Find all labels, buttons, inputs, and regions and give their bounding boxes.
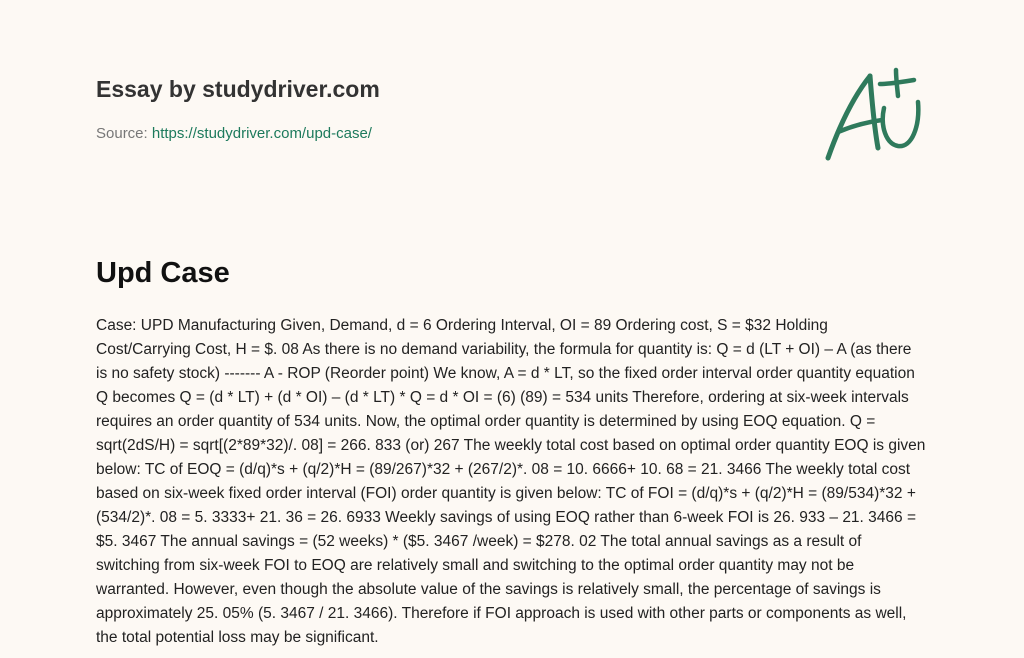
essay-header — [96, 74, 796, 144]
essay-title: Upd Case — [96, 257, 230, 289]
source-link[interactable]: https://studydriver.com/upd-case/ — [151, 125, 372, 142]
source-line — [96, 124, 796, 144]
source-label: Source: — [96, 125, 152, 142]
essay-by-heading: Essay by studydriver.com — [96, 76, 380, 102]
essay-body: Case: UPD Manufacturing Given, Demand, d = 6 Ordering Interval, OI = 89 Ordering cost, S = $32 Holding Cost/Carrying Cost, H = $. 08 As there is no demand variability, the formula for quantity is: Q = d (LT + OI) – A (as there is no safety stock) ------- A - ROP (Reorder point) We know, A = d * LT, so the fixed order interval order quantity equation Q becomes Q = (d * LT) + (d * OI) – (d * LT) * Q = d * OI = (6) (89) = 534 units Therefore, ordering at six-week intervals requires an order quantity of 534 units. Now, the optimal order quantity is determined by using EOQ equation. Q = sqrt(2dS/H) = sqrt[(2*89*32)/. 08] = 266. 833 (or) 267 The weekly total cost based on optimal order quantity EOQ is given below: TC of EOQ = (d/q)*s + (q/2)*H = (89/267)*32 + (267/2)*. 08 = 10. 6666+ 10. 68 = 21. 3466 The weekly total cost based on six-week fixed order interval (FOI) order quantity is given below: TC of FOI = (d/q)*s + (q/2)*H = (89/534)*32 + (534/2)*. 08 = 5. 3333+ 21. 36 = 26. 6933 Weekly savings of using EOQ rather than 6-week FOI is 26. 933 – 21. 3466 = $5. 3467 The annual savings = (52 weeks) * ($5. 3467 /week) = $278. 02 The total annual savings as a result of switching from six-week FOI to EOQ are relatively small and switching to the optimal order quantity may not be warranted. However, even though the absolute value of the savings is relatively small, the percentage of savings is approximately 25. 05% (5. 3467 / 21. 3466). Therefore if FOI approach is used with other parts or components as well, the total potential loss may be significant. — [96, 317, 926, 646]
a-plus-logo-icon — [818, 64, 928, 168]
